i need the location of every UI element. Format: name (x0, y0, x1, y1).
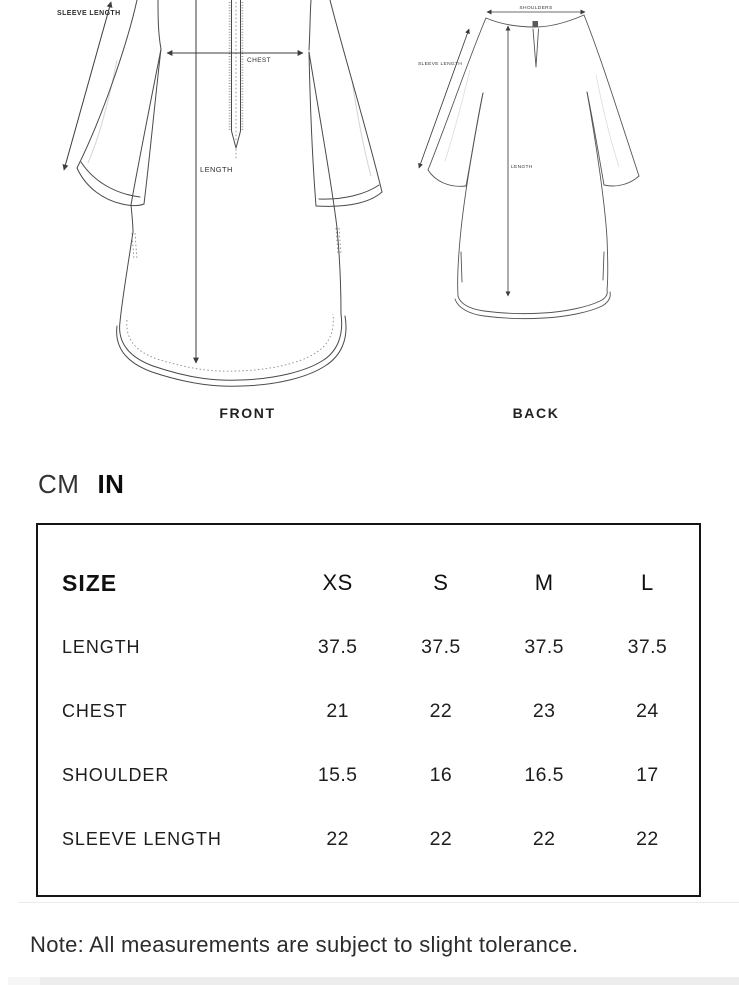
value-cell: 16 (429, 763, 453, 786)
section-divider (18, 902, 739, 903)
back-length-annotation: LENGTH (511, 165, 533, 170)
value-cell: 22 (636, 827, 659, 850)
size-header-cell: SIZE (62, 569, 118, 596)
table-row-sleeve-length (38, 807, 699, 871)
unit-toggle (38, 469, 124, 500)
size-xs-header-cell: XS (322, 570, 353, 595)
back-view-label: BACK (512, 405, 560, 421)
tolerance-note: Note: All measurements are subject to slight tolerance. (30, 932, 579, 957)
value-cell: 22 (532, 827, 556, 850)
garment-diagram (0, 0, 739, 430)
table-row-length (38, 615, 699, 679)
back-drawing (418, 5, 639, 319)
table-header-row (38, 551, 699, 615)
size-s-header-cell: S (433, 570, 449, 595)
row-label: SHOULDER (62, 764, 170, 785)
value-cell: 21 (326, 699, 349, 722)
next-section-edge-highlight (8, 977, 40, 985)
back-button-detail (533, 21, 539, 27)
front-drawing (57, 0, 382, 386)
value-cell: 37.5 (317, 635, 358, 658)
size-m-header-cell: M (534, 570, 554, 595)
table-row-shoulder (38, 743, 699, 807)
next-section-edge (8, 977, 739, 985)
front-sleeve-length-annotation: SLEEVE LENGTH (57, 10, 121, 17)
size-chart-table (36, 523, 701, 897)
value-cell: 16.5 (524, 763, 564, 786)
unit-in-button[interactable]: IN (97, 469, 125, 499)
value-cell: 23 (532, 699, 556, 722)
value-cell: 17 (636, 763, 659, 786)
back-shoulders-annotation: SHOULDERS (519, 6, 553, 11)
row-label: LENGTH (62, 636, 141, 657)
row-label: CHEST (62, 700, 128, 721)
back-sleeve-length-annotation: SLEEVE LENGTH (418, 62, 463, 67)
value-cell: 37.5 (421, 635, 461, 658)
value-cell: 22 (429, 827, 453, 850)
value-cell: 37.5 (524, 635, 564, 658)
unit-cm-button[interactable]: CM (38, 469, 80, 499)
front-view-label: FRONT (219, 405, 276, 421)
value-cell: 22 (429, 699, 453, 722)
front-chest-annotation: CHEST (247, 57, 272, 64)
value-cell: 37.5 (627, 635, 668, 658)
value-cell: 15.5 (317, 763, 358, 786)
table-row-chest (38, 679, 699, 743)
row-label: SLEEVE LENGTH (62, 828, 222, 849)
value-cell: 22 (326, 827, 349, 850)
size-l-header-cell: L (641, 570, 654, 595)
front-length-annotation: LENGTH (200, 165, 233, 174)
value-cell: 24 (636, 699, 659, 722)
